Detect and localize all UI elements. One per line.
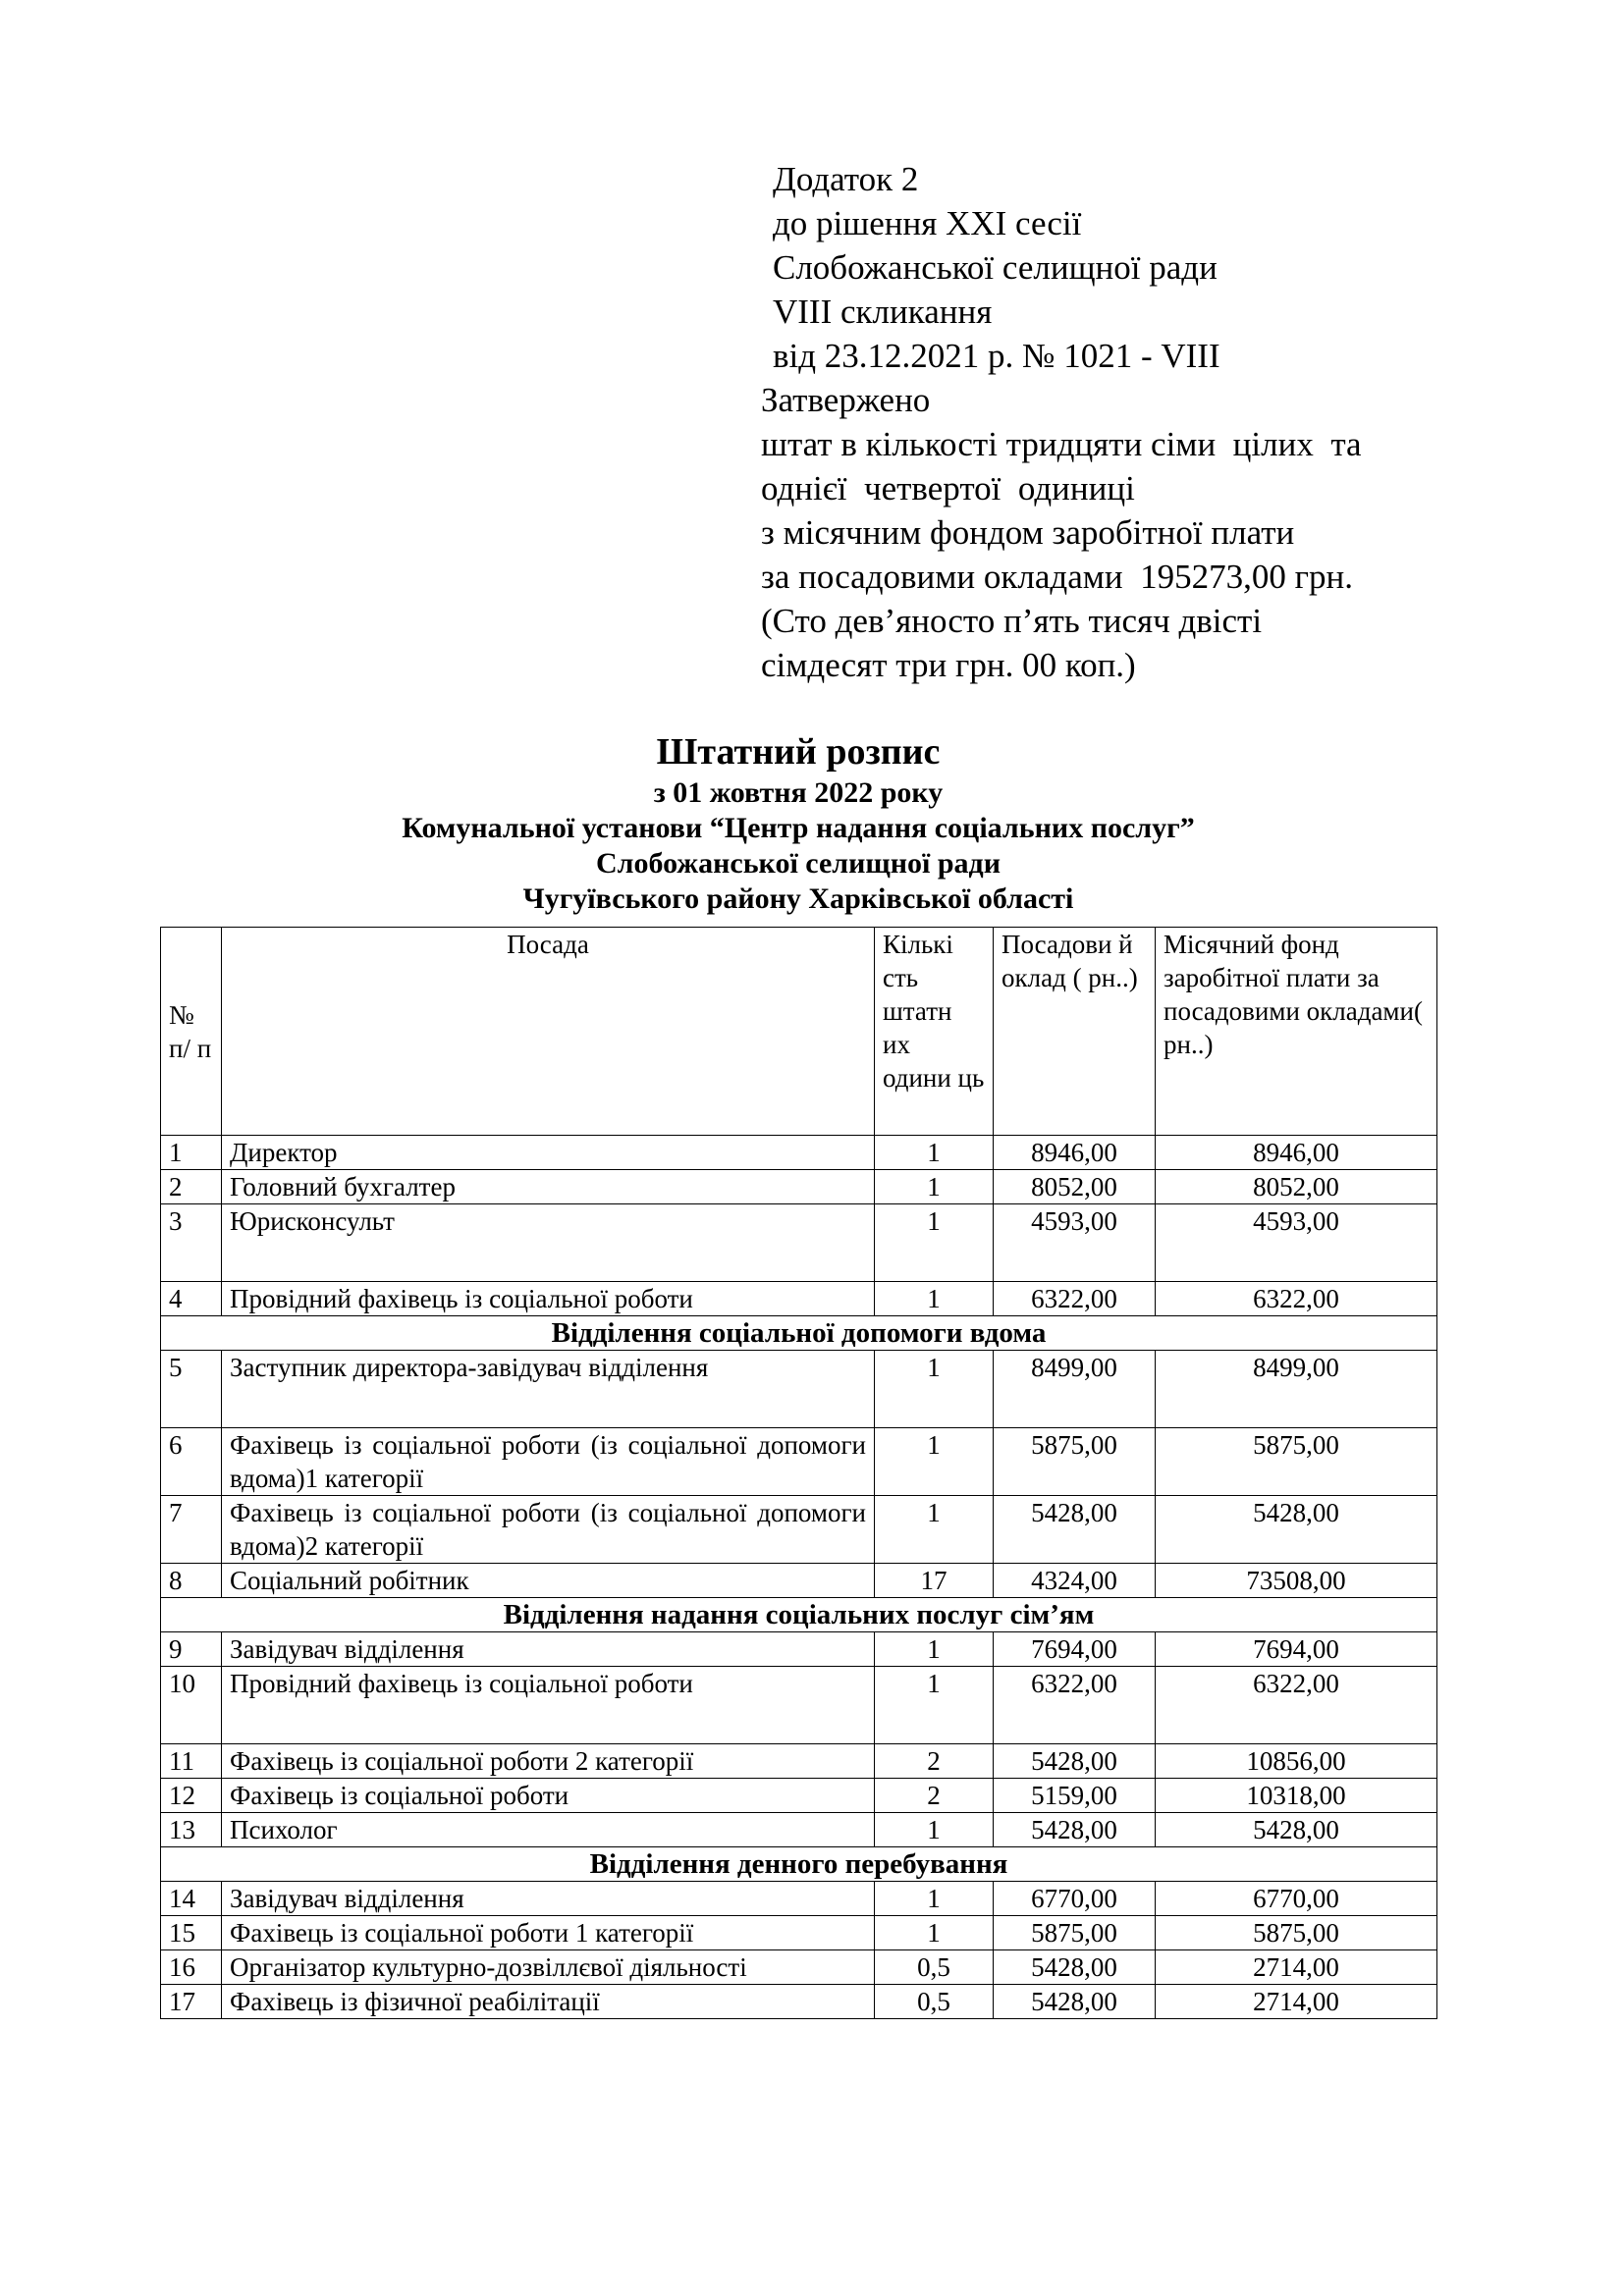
section-label: Відділення денного перебування — [161, 1847, 1437, 1882]
cell-quantity: 1 — [875, 1170, 994, 1204]
cell-position: Головний бухгалтер — [222, 1170, 875, 1204]
cell-quantity: 1 — [875, 1882, 994, 1916]
cell-num: 13 — [161, 1813, 222, 1847]
approval-block — [761, 378, 1362, 687]
appendix-line: VIII скликання — [773, 293, 993, 331]
section-row — [161, 1847, 1437, 1882]
table-row — [161, 1564, 1437, 1598]
header-quantity: Кількі сть штатн их одини ць — [875, 928, 994, 1136]
cell-quantity: 0,5 — [875, 1985, 994, 2019]
cell-position: Фахівець із соціальної роботи — [222, 1779, 875, 1813]
header-num: № п/ п — [161, 928, 222, 1136]
cell-salary: 5428,00 — [994, 1496, 1156, 1564]
document-title: Штатний розпис — [656, 731, 941, 773]
cell-quantity: 1 — [875, 1496, 994, 1564]
approval-line: Затвержено — [761, 381, 931, 419]
cell-position: Заступник директора-завідувач відділення — [222, 1351, 875, 1428]
cell-fund: 2714,00 — [1156, 1950, 1437, 1985]
cell-salary: 5428,00 — [994, 1950, 1156, 1985]
table-row — [161, 1632, 1437, 1667]
cell-salary: 8052,00 — [994, 1170, 1156, 1204]
cell-position: Психолог — [222, 1813, 875, 1847]
cell-num: 8 — [161, 1564, 222, 1598]
cell-fund: 73508,00 — [1156, 1564, 1437, 1598]
cell-num: 1 — [161, 1136, 222, 1170]
cell-salary: 8499,00 — [994, 1351, 1156, 1428]
section-row — [161, 1598, 1437, 1632]
cell-position: Провідний фахівець із соціальної роботи — [222, 1282, 875, 1316]
cell-quantity: 1 — [875, 1667, 994, 1744]
cell-position: Фахівець із соціальної роботи 2 категорії — [222, 1744, 875, 1779]
approval-line: штат в кількості тридцяти сіми цілих та — [761, 425, 1362, 463]
table-row — [161, 1282, 1437, 1316]
cell-fund: 5428,00 — [1156, 1813, 1437, 1847]
cell-fund: 8946,00 — [1156, 1136, 1437, 1170]
section-label: Відділення надання соціальних послуг сім’ям — [161, 1598, 1437, 1632]
document-subtitle-line: Комунальної установи “Центр надання соціальних послуг” — [402, 812, 1195, 844]
approval-line: за посадовими окладами 195273,00 грн. — [761, 558, 1353, 596]
table-row — [161, 1204, 1437, 1282]
cell-num: 6 — [161, 1428, 222, 1496]
table-header-row — [161, 928, 1437, 1136]
cell-salary: 8946,00 — [994, 1136, 1156, 1170]
section-label: Відділення соціальної допомоги вдома — [161, 1316, 1437, 1351]
cell-salary: 5428,00 — [994, 1985, 1156, 2019]
header-salary: Посадови й оклад ( рн..) — [994, 928, 1156, 1136]
cell-num: 11 — [161, 1744, 222, 1779]
table-row — [161, 1744, 1437, 1779]
table-row — [161, 1985, 1437, 2019]
cell-num: 16 — [161, 1950, 222, 1985]
cell-fund: 7694,00 — [1156, 1632, 1437, 1667]
cell-num: 15 — [161, 1916, 222, 1950]
approval-line: з місячним фондом заробітної плати — [761, 513, 1295, 552]
cell-fund: 6770,00 — [1156, 1882, 1437, 1916]
cell-quantity: 1 — [875, 1204, 994, 1282]
table-row — [161, 1813, 1437, 1847]
cell-fund: 6322,00 — [1156, 1282, 1437, 1316]
cell-salary: 6322,00 — [994, 1667, 1156, 1744]
cell-salary: 7694,00 — [994, 1632, 1156, 1667]
document-title-block — [160, 728, 1436, 917]
cell-quantity: 1 — [875, 1136, 994, 1170]
cell-salary: 4593,00 — [994, 1204, 1156, 1282]
cell-position: Соціальний робітник — [222, 1564, 875, 1598]
cell-salary: 5875,00 — [994, 1428, 1156, 1496]
cell-position: Фахівець із соціальної роботи (із соціальної допомоги вдома)1 категорії — [222, 1428, 875, 1496]
cell-position: Фахівець із соціальної роботи (із соціальної допомоги вдома)2 категорії — [222, 1496, 875, 1564]
cell-position: Фахівець із соціальної роботи 1 категорії — [222, 1916, 875, 1950]
table-row — [161, 1351, 1437, 1428]
cell-position: Завідувач відділення — [222, 1632, 875, 1667]
cell-salary: 6770,00 — [994, 1882, 1156, 1916]
cell-num: 4 — [161, 1282, 222, 1316]
cell-quantity: 1 — [875, 1282, 994, 1316]
appendix-line: до рішення XXI сесії — [773, 204, 1082, 242]
cell-position: Завідувач відділення — [222, 1882, 875, 1916]
table-row — [161, 1496, 1437, 1564]
table-row — [161, 1170, 1437, 1204]
cell-fund: 6322,00 — [1156, 1667, 1437, 1744]
header-position: Посада — [222, 928, 875, 1136]
cell-fund: 5875,00 — [1156, 1428, 1437, 1496]
cell-quantity: 1 — [875, 1916, 994, 1950]
cell-position: Організатор культурно-дозвіллєвої діяльності — [222, 1950, 875, 1985]
cell-salary: 5159,00 — [994, 1779, 1156, 1813]
header-fund: Місячний фонд заробітної плати за посадовими окладами( рн..) — [1156, 928, 1437, 1136]
cell-salary: 5428,00 — [994, 1744, 1156, 1779]
appendix-block — [773, 157, 1220, 378]
cell-quantity: 1 — [875, 1632, 994, 1667]
cell-fund: 2714,00 — [1156, 1985, 1437, 2019]
cell-num: 9 — [161, 1632, 222, 1667]
cell-fund: 10856,00 — [1156, 1744, 1437, 1779]
cell-fund: 8499,00 — [1156, 1351, 1437, 1428]
cell-quantity: 17 — [875, 1564, 994, 1598]
cell-salary: 5875,00 — [994, 1916, 1156, 1950]
cell-num: 12 — [161, 1779, 222, 1813]
cell-num: 2 — [161, 1170, 222, 1204]
document-subtitle-line: з 01 жовтня 2022 року — [653, 776, 944, 809]
cell-fund: 8052,00 — [1156, 1170, 1437, 1204]
cell-num: 17 — [161, 1985, 222, 2019]
cell-position: Директор — [222, 1136, 875, 1170]
cell-quantity: 2 — [875, 1779, 994, 1813]
cell-num: 10 — [161, 1667, 222, 1744]
table-row — [161, 1779, 1437, 1813]
document-subtitle-line: Чугуївського району Харківської області — [522, 882, 1074, 915]
cell-num: 5 — [161, 1351, 222, 1428]
cell-fund: 5875,00 — [1156, 1916, 1437, 1950]
approval-line: сімдесят три грн. 00 коп.) — [761, 646, 1136, 684]
cell-quantity: 1 — [875, 1351, 994, 1428]
approval-line: однієї четвертої одиниці — [761, 469, 1135, 507]
appendix-line: Слобожанської селищної ради — [773, 248, 1218, 287]
table-row — [161, 1428, 1437, 1496]
cell-quantity: 1 — [875, 1813, 994, 1847]
cell-position: Фахівець із фізичної реабілітації — [222, 1985, 875, 2019]
table-row — [161, 1950, 1437, 1985]
cell-num: 3 — [161, 1204, 222, 1282]
cell-position: Провідний фахівець із соціальної роботи — [222, 1667, 875, 1744]
cell-fund: 4593,00 — [1156, 1204, 1437, 1282]
table-row — [161, 1916, 1437, 1950]
cell-salary: 6322,00 — [994, 1282, 1156, 1316]
cell-num: 14 — [161, 1882, 222, 1916]
staff-table-body — [161, 1136, 1437, 2019]
cell-quantity: 0,5 — [875, 1950, 994, 1985]
appendix-line: від 23.12.2021 р. № 1021 - VIII — [773, 337, 1220, 375]
cell-num: 7 — [161, 1496, 222, 1564]
cell-salary: 4324,00 — [994, 1564, 1156, 1598]
document-subtitle-line: Слобожанської селищної ради — [595, 847, 1001, 880]
cell-salary: 5428,00 — [994, 1813, 1156, 1847]
appendix-line: Додаток 2 — [773, 160, 919, 198]
table-row — [161, 1882, 1437, 1916]
approval-line: (Сто дев’яносто п’ять тисяч двісті — [761, 602, 1263, 640]
cell-position: Юрисконсульт — [222, 1204, 875, 1282]
cell-quantity: 1 — [875, 1428, 994, 1496]
cell-quantity: 2 — [875, 1744, 994, 1779]
cell-fund: 10318,00 — [1156, 1779, 1437, 1813]
section-row — [161, 1316, 1437, 1351]
cell-fund: 5428,00 — [1156, 1496, 1437, 1564]
staff-table — [160, 927, 1437, 2019]
table-row — [161, 1667, 1437, 1744]
table-row — [161, 1136, 1437, 1170]
